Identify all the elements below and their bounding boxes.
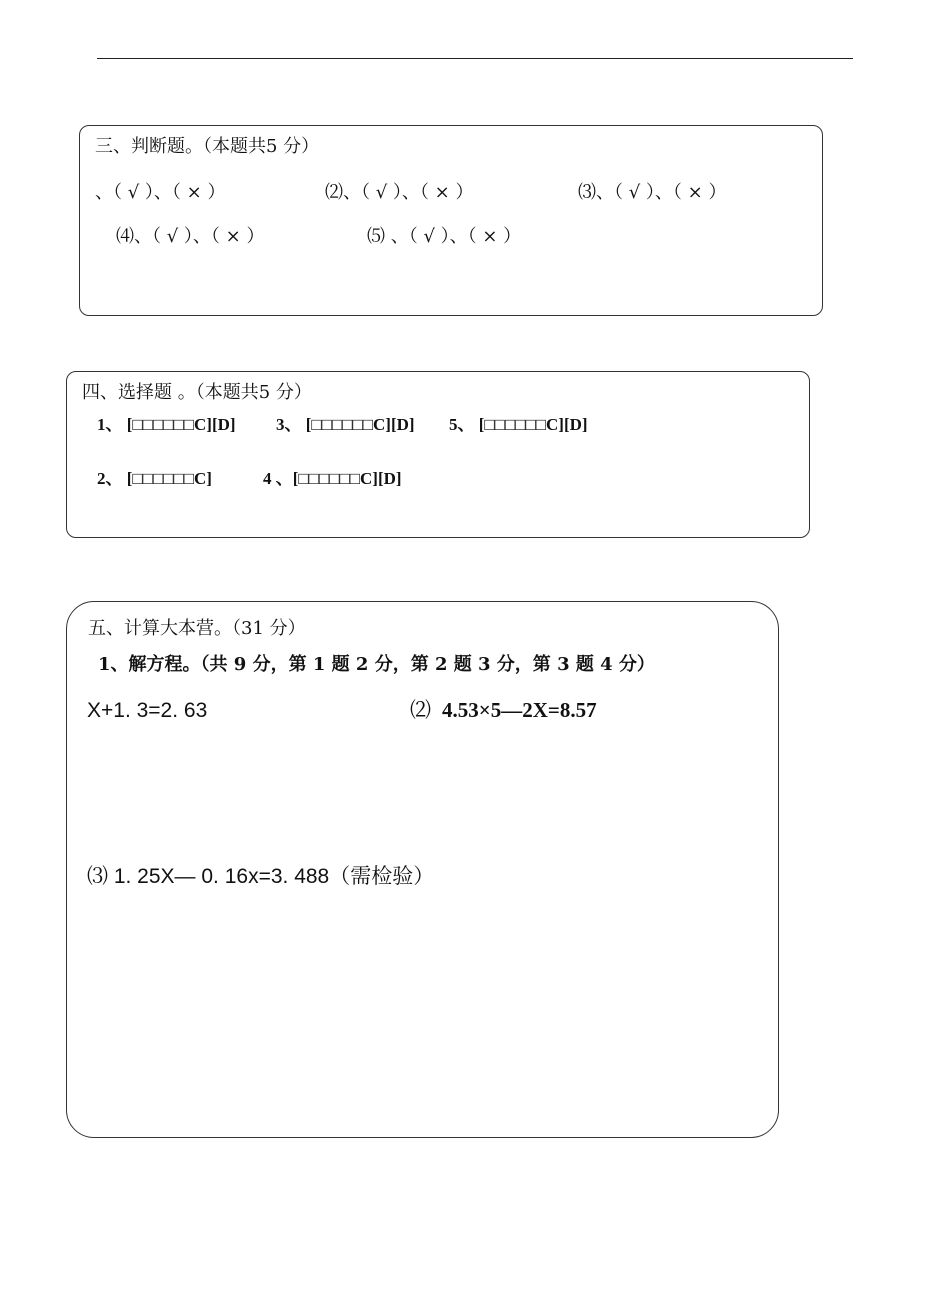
header-rule (97, 58, 853, 59)
judgement-item-3: ⑶、（ √ ）、（ × ） (578, 182, 727, 203)
judgement-item-2: ⑵、（ √ ）、（ × ） (325, 182, 474, 203)
equation-2-number: ⑵ (410, 698, 431, 722)
choice-item-3: 3、 [□□□□□□C][D] (276, 415, 415, 434)
equation-3: ⑶ 1. 25X— 0. 16x=3. 488（需检验） (87, 865, 435, 888)
choice-item-1: 1、 [□□□□□□C][D] (97, 415, 236, 434)
section-judgement-title: 三、判断题。（本题共5 分） (95, 136, 320, 157)
equation-1: X+1. 3=2. 63 (87, 699, 208, 722)
choice-item-5: 5、 [□□□□□□C][D] (449, 415, 588, 434)
judgement-item-5: ⑸ 、（ √ ）、（ × ） (367, 226, 522, 247)
section-calc-title: 五、计算大本营。（31 分） (88, 618, 306, 639)
equation-instructions: 1、解方程。（共 9 分，第 1 题 2 分，第 2 题 3 分，第 3 题 4 分） (98, 654, 655, 675)
choice-item-4: 4 、[□□□□□□C][D] (263, 469, 402, 488)
choice-item-2: 2、 [□□□□□□C] (97, 469, 212, 488)
equation-2: 4.53×5—2X=8.57 (442, 698, 597, 722)
section-choice-title: 四、选择题 。（本题共5 分） (82, 382, 312, 403)
judgement-item-1: 、（ √ ）、（ × ） (95, 182, 226, 203)
judgement-item-4: ⑷、（ √ ）、（ × ） (116, 226, 265, 247)
